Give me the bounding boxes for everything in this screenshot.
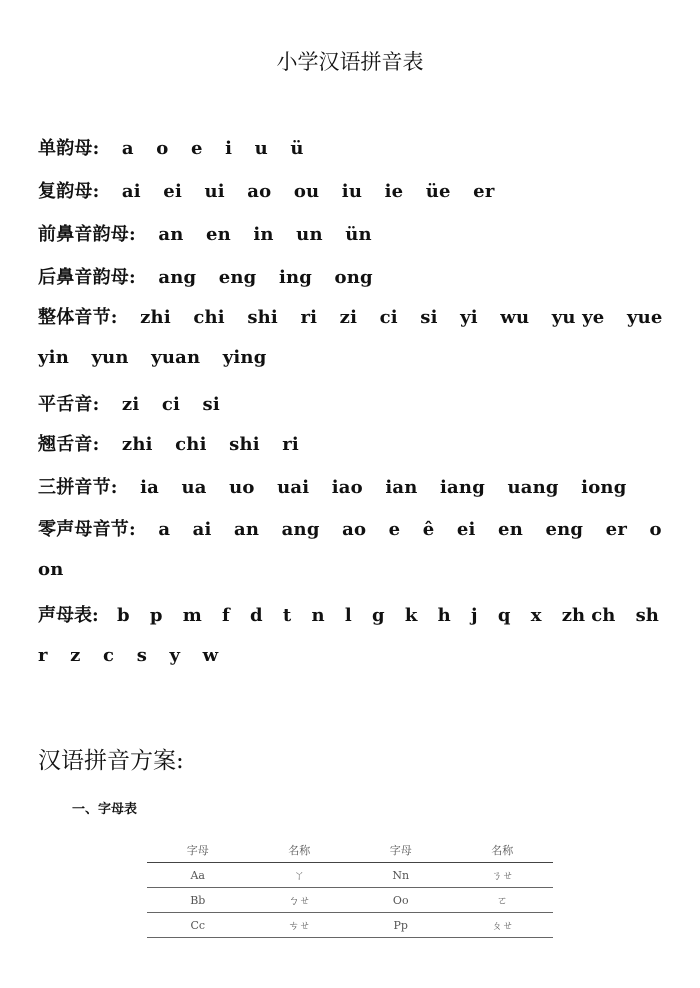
pinyin-item: ao <box>342 519 367 540</box>
pinyin-item: e <box>190 138 203 159</box>
pinyin-item: o <box>649 519 662 540</box>
table-cell: Pp <box>350 913 452 938</box>
pinyin-item: ang <box>281 519 320 540</box>
pinyin-item: k <box>404 605 418 626</box>
section-subtitle: 一、字母表 <box>72 802 138 817</box>
pinyin-item: m <box>182 605 202 626</box>
pinyin-item: g <box>372 605 385 626</box>
table-header-cell: 字母 <box>147 838 249 863</box>
row-three-part <box>38 473 627 499</box>
row-curled-tongue <box>38 430 299 456</box>
table-cell: Aa <box>147 863 249 888</box>
pinyin-item: en <box>205 224 231 245</box>
pinyin-item: w <box>202 645 219 666</box>
pinyin-item: üe <box>425 181 451 202</box>
pinyin-item: ai <box>121 181 141 202</box>
pinyin-item: er <box>605 519 628 540</box>
row-whole-syllables-cont <box>38 347 267 368</box>
pinyin-item: n <box>311 605 325 626</box>
row-back-nasal <box>38 263 373 289</box>
pinyin-item: d <box>250 605 263 626</box>
pinyin-item: uo <box>229 477 255 498</box>
row-initials-cont <box>38 645 218 666</box>
row-flat-tongue <box>38 390 220 416</box>
pinyin-item: b <box>116 605 130 626</box>
pinyin-item: ci <box>379 307 398 328</box>
table-cell: ㄘㄝ <box>249 913 351 938</box>
table-cell: ㄅㄝ <box>249 888 351 913</box>
pinyin-item: yin <box>38 347 69 368</box>
row-compound-finals <box>38 177 495 203</box>
row-label: 复韵母: <box>38 181 100 202</box>
pinyin-item: zi <box>121 394 140 415</box>
pinyin-item: ang <box>158 267 197 288</box>
row-label: 平舌音: <box>38 394 100 415</box>
pinyin-item: p <box>149 605 163 626</box>
pinyin-item: chi <box>193 307 225 328</box>
row-initials <box>38 601 659 627</box>
pinyin-item: u <box>254 138 268 159</box>
table-header-cell: 字母 <box>350 838 452 863</box>
pinyin-item: s <box>136 645 148 666</box>
pinyin-item: in <box>253 224 274 245</box>
pinyin-item: z <box>70 645 81 666</box>
alphabet-table <box>147 838 553 938</box>
pinyin-item: zhi <box>121 434 153 455</box>
pinyin-item: ü <box>290 138 304 159</box>
pinyin-item: shi <box>229 434 260 455</box>
table-row <box>147 863 553 888</box>
pinyin-item: t <box>282 605 292 626</box>
pinyin-item: ai <box>192 519 212 540</box>
pinyin-item: ri <box>282 434 299 455</box>
pinyin-item: c <box>103 645 115 666</box>
pinyin-item: f <box>222 605 230 626</box>
pinyin-item: zhi <box>140 307 171 328</box>
table-cell: Oo <box>350 888 452 913</box>
pinyin-item: iang <box>440 477 485 498</box>
pinyin-item: yun <box>91 347 129 368</box>
row-zero-initial <box>38 515 662 541</box>
table-header-cell: 名称 <box>249 838 351 863</box>
pinyin-item: eng <box>545 519 584 540</box>
pinyin-item: ong <box>334 267 373 288</box>
table-cell: Cc <box>147 913 249 938</box>
pinyin-item: j <box>471 605 478 626</box>
pinyin-item: ui <box>204 181 225 202</box>
pinyin-item: ün <box>345 224 372 245</box>
table-header-cell: 名称 <box>452 838 554 863</box>
table-row <box>147 888 553 913</box>
table-cell: ㄋㄝ <box>452 863 554 888</box>
pinyin-item: iong <box>581 477 627 498</box>
pinyin-item: yi <box>460 307 478 328</box>
pinyin-item: a <box>121 138 134 159</box>
row-zero-initial-cont <box>38 559 64 580</box>
row-whole-syllables <box>38 303 663 329</box>
pinyin-item: yuan <box>151 347 201 368</box>
row-label: 翘舌音: <box>38 434 100 455</box>
row-front-nasal <box>38 220 372 246</box>
pinyin-item: yue <box>626 307 663 328</box>
section-title: 汉语拼音方案: <box>38 748 184 774</box>
pinyin-item: i <box>225 138 233 159</box>
pinyin-item: iu <box>341 181 363 202</box>
pinyin-item: a <box>158 519 171 540</box>
row-label: 零声母音节: <box>38 519 136 540</box>
pinyin-item: h <box>437 605 451 626</box>
pinyin-item: q <box>497 605 511 626</box>
pinyin-item: ing <box>278 267 313 288</box>
pinyin-item: ying <box>222 347 267 368</box>
pinyin-item: si <box>202 394 220 415</box>
row-label: 整体音节: <box>38 307 118 328</box>
pinyin-item: ua <box>181 477 207 498</box>
pinyin-item: e <box>388 519 401 540</box>
row-label: 三拼音节: <box>38 477 118 498</box>
pinyin-item: x <box>530 605 542 626</box>
pinyin-item: chi <box>175 434 207 455</box>
pinyin-item: ê <box>422 519 435 540</box>
table-cell: ㄛ <box>452 888 554 913</box>
pinyin-item: zi <box>339 307 358 328</box>
pinyin-item: ia <box>140 477 160 498</box>
pinyin-item: ie <box>384 181 404 202</box>
pinyin-item: er <box>473 181 495 202</box>
pinyin-item: shi <box>247 307 278 328</box>
row-label: 单韵母: <box>38 138 100 159</box>
pinyin-item: ei <box>163 181 182 202</box>
row-label: 前鼻音韵母: <box>38 224 136 245</box>
pinyin-item: uang <box>507 477 559 498</box>
pinyin-item: an <box>158 224 184 245</box>
pinyin-item: ci <box>161 394 181 415</box>
table-cell: Bb <box>147 888 249 913</box>
pinyin-item: si <box>420 307 438 328</box>
pinyin-item: ei <box>456 519 476 540</box>
pinyin-item: r <box>38 645 48 666</box>
table-cell: ㄆㄝ <box>452 913 554 938</box>
pinyin-item: en <box>498 519 523 540</box>
pinyin-item: o <box>156 138 169 159</box>
row-label: 后鼻音韵母: <box>38 267 136 288</box>
table-row <box>147 913 553 938</box>
pinyin-item: on <box>38 559 64 580</box>
pinyin-item: ri <box>300 307 318 328</box>
pinyin-item: ou <box>293 181 320 202</box>
pinyin-item: un <box>296 224 323 245</box>
table-cell: ㄚ <box>249 863 351 888</box>
pinyin-item: ao <box>247 181 272 202</box>
pinyin-item: iao <box>331 477 363 498</box>
pinyin-item: y <box>169 645 181 666</box>
pinyin-item: an <box>234 519 260 540</box>
pinyin-item: uai <box>277 477 310 498</box>
row-label: 声母表: <box>38 605 99 626</box>
row-single-finals <box>38 134 304 160</box>
table-cell: Nn <box>350 863 452 888</box>
pinyin-item: yu ye <box>551 307 605 328</box>
pinyin-item: zh ch <box>561 605 616 626</box>
pinyin-item: eng <box>218 267 257 288</box>
pinyin-item: l <box>344 605 352 626</box>
table-header-row <box>147 838 553 863</box>
page-title: 小学汉语拼音表 <box>276 50 424 74</box>
pinyin-item: ian <box>385 477 418 498</box>
pinyin-item: sh <box>635 605 659 626</box>
pinyin-item: wu <box>500 307 530 328</box>
